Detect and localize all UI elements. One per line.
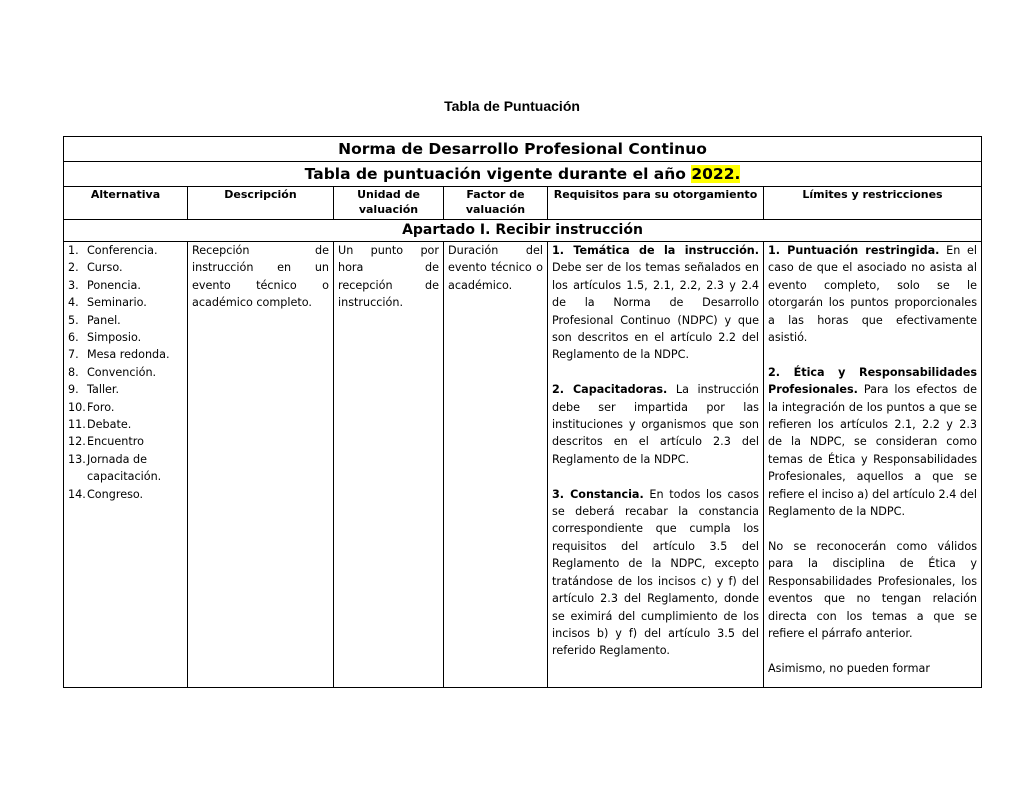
- alternative-number: 5.: [68, 313, 79, 327]
- limits-cell: [764, 242, 982, 688]
- alternative-item: [68, 486, 183, 503]
- requirement-text: En todos los casos se deberá recabar la constancia correspondiente que cumpla los requisitos del artículo 3.5 del Reglamento de la NDPC, excepto tratándose de los incisos c) y f) del artículo 2.3 del Reglamento, donde se eximirá del cumplimiento de los incisos b) y f) del artículo 3.5 del referido Reglamento.: [552, 487, 760, 658]
- alternative-text: Debate.: [87, 418, 132, 432]
- alternative-text: Curso.: [87, 261, 123, 275]
- alternative-text: Convención.: [87, 365, 157, 379]
- requirement-lead: 3. Constancia.: [552, 487, 644, 501]
- alternative-text: Jornada de capacitación.: [87, 452, 162, 484]
- alternative-item: [68, 399, 183, 416]
- alternative-item: [68, 312, 183, 329]
- alternative-number: 4.: [68, 296, 79, 310]
- alternative-item: [68, 381, 183, 398]
- limit-text: Asimismo, no pueden formar: [768, 661, 931, 675]
- header-limites: Límites y restricciones: [764, 187, 982, 220]
- alternative-text: Panel.: [87, 313, 121, 327]
- requirement-text: La instrucción debe ser impartida por las instituciones y organismos que son descritos en el artículo 2.3 del Reglamento de la NDPC.: [552, 383, 760, 466]
- limit-paragraph: [768, 660, 977, 677]
- header-factor: Factor de valuación: [444, 187, 548, 220]
- alternative-number: 6.: [68, 331, 79, 345]
- alternative-text: Foro.: [87, 400, 115, 414]
- requirement-paragraph: [552, 381, 759, 468]
- alternative-item: [68, 277, 183, 294]
- requirement-paragraph: [552, 242, 759, 364]
- alternative-number: 9.: [68, 383, 79, 397]
- alternative-item: [68, 294, 183, 311]
- section-title: Apartado I. Recibir instrucción: [64, 220, 982, 242]
- alternative-text: Ponencia.: [87, 278, 141, 292]
- alternative-text: Encuentro: [87, 435, 144, 449]
- alternatives-list: [68, 242, 183, 503]
- alternative-item: [68, 329, 183, 346]
- scoring-table: [63, 136, 982, 688]
- limit-lead: 2. Ética y Responsabilidades Profesionales.: [768, 365, 978, 397]
- alternative-number: 10.: [68, 400, 86, 414]
- table-subtitle: [64, 162, 982, 187]
- limit-text: Para los efectos de la integración de los puntos a que se refieren los artículos 2.1, 2.2 y 2.3 de la NDPC, se consideran como temas de Ética y Responsabilidades Profesionales, aquellos a que se refiere el inciso a) del artículo 2.4 del Reglamento de la NDPC.: [768, 383, 978, 519]
- section-row: [64, 220, 982, 242]
- header-descripcion: Descripción: [188, 187, 334, 220]
- content-row: [64, 242, 982, 688]
- alternative-item: [68, 416, 183, 433]
- alternative-item: [68, 259, 183, 276]
- requirement-text: Debe ser de los temas señalados en los artículos 1.5, 2.1, 2.2, 2.3 y 2.4 de la Norma de Desarrollo Profesional Continuo (NDPC) y que son descritos en el artículo 2.2 del Reglamento de la NDPC.: [552, 261, 759, 362]
- limit-paragraph: [768, 242, 977, 346]
- header-requisitos: Requisitos para su otorgamiento: [548, 187, 764, 220]
- table-title: Norma de Desarrollo Profesional Continuo: [64, 137, 982, 162]
- requirement-lead: 2. Capacitadoras.: [552, 383, 668, 397]
- limit-lead: 1. Puntuación restringida.: [768, 244, 940, 257]
- alternative-item: [68, 433, 183, 450]
- alternative-number: 7.: [68, 348, 79, 362]
- limit-text: En el caso de que el asociado no asista al evento completo, solo se le otorgarán los puntos proporcionales a las horas que efectivamente asistió.: [768, 244, 978, 345]
- limit-paragraph: [768, 364, 977, 521]
- highlighted-year: 2022.: [691, 165, 741, 183]
- alternative-item: [68, 242, 183, 259]
- description-cell: Recepción de instrucción en un evento técnico o académico completo.: [188, 242, 334, 688]
- factor-cell: Duración del evento técnico o académico.: [444, 242, 548, 688]
- alternative-text: Taller.: [87, 383, 120, 397]
- alternative-number: 1.: [68, 244, 79, 257]
- unit-cell: Un punto por hora de recepción de instrucción.: [334, 242, 444, 688]
- header-alternativa: Alternativa: [64, 187, 188, 220]
- alternative-text: Conferencia.: [87, 244, 158, 257]
- requirements-cell: [548, 242, 764, 688]
- header-unidad: Unidad de valuación: [334, 187, 444, 220]
- alternative-item: [68, 346, 183, 363]
- table-subtitle-row: [64, 162, 982, 187]
- alternative-number: 11.: [68, 418, 86, 432]
- alternative-item: [68, 364, 183, 381]
- alternatives-cell: [64, 242, 188, 688]
- alternative-text: Congreso.: [87, 487, 144, 501]
- alternative-number: 12.: [68, 435, 86, 449]
- alternative-text: Seminario.: [87, 296, 147, 310]
- subtitle-text: Tabla de puntuación vigente durante el año: [304, 165, 692, 183]
- alternative-number: 2.: [68, 261, 79, 275]
- table-title-row: [64, 137, 982, 162]
- limit-paragraph: [768, 538, 977, 642]
- alternative-number: 8.: [68, 365, 79, 379]
- alternative-number: 14.: [68, 487, 86, 501]
- page-heading: Tabla de Puntuación: [444, 98, 580, 114]
- limit-text: No se reconocerán como válidos para la disciplina de Ética y Responsabilidades Profesionales, los eventos que no tengan relación directa con los temas a que se refiere el párrafo anterior.: [768, 539, 978, 640]
- column-header-row: [64, 187, 982, 220]
- alternative-number: 3.: [68, 278, 79, 292]
- requirement-paragraph: [552, 486, 759, 660]
- requirement-lead: 1. Temática de la instrucción.: [552, 244, 759, 257]
- alternative-item: [68, 451, 183, 486]
- alternative-text: Simposio.: [87, 331, 142, 345]
- alternative-number: 13.: [68, 452, 86, 466]
- alternative-text: Mesa redonda.: [87, 348, 170, 362]
